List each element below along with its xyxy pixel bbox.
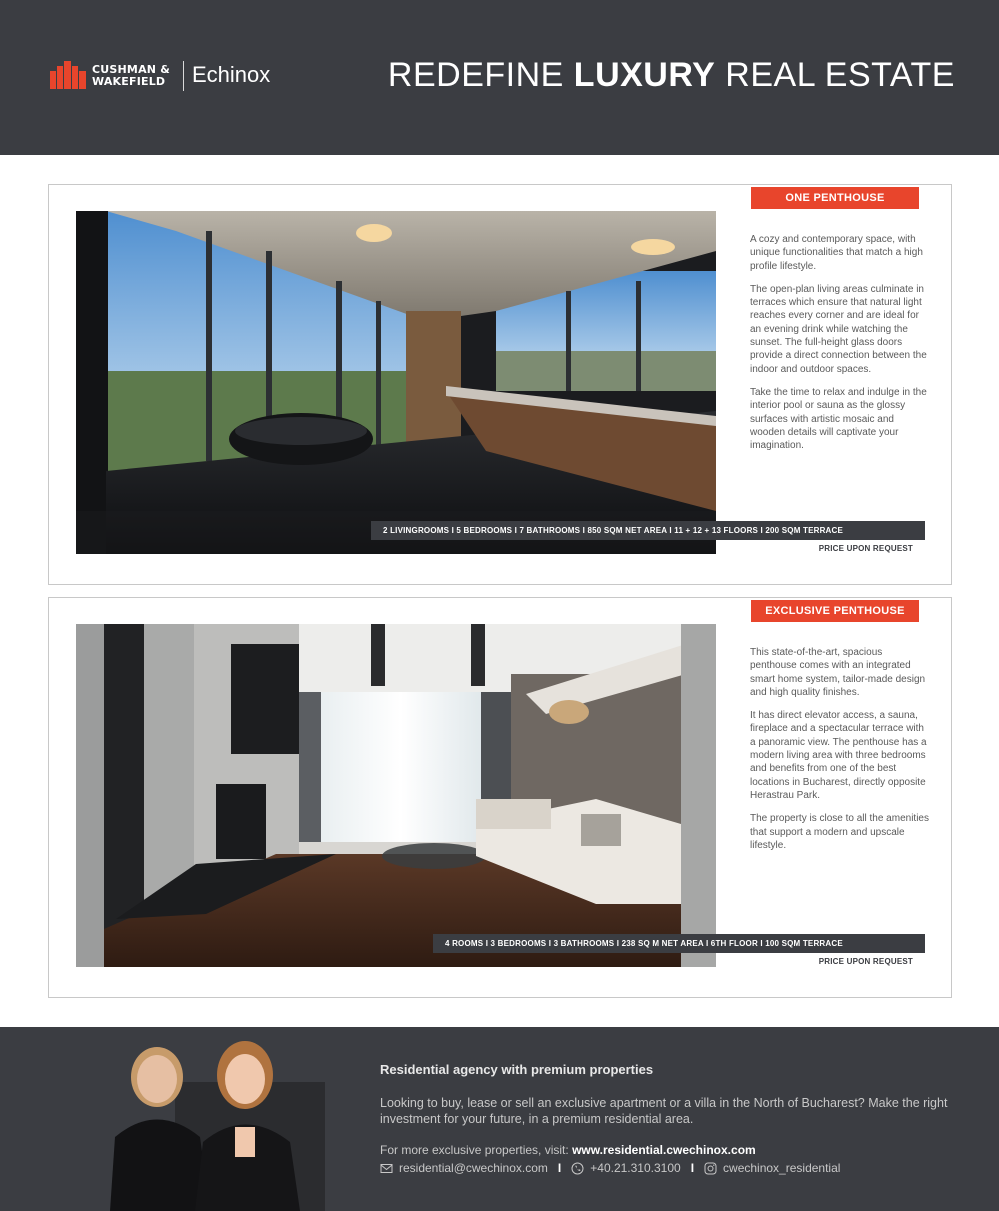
cushman-wakefield-logo-icon bbox=[50, 61, 86, 89]
instagram-icon bbox=[704, 1162, 717, 1175]
agents-photo bbox=[85, 1027, 355, 1211]
listing-tag: EXCLUSIVE PENTHOUSE bbox=[751, 600, 919, 622]
phone-icon bbox=[571, 1162, 584, 1175]
description-paragraph: The open-plan living areas culminate in terraces which ensure that natural light reaches every corner and are ideal for an evening drink while watching the sunset. The full-height glass doors provide a direct connection between the indoor and outdoor spaces. bbox=[750, 283, 927, 375]
description-paragraph: This state-of-the-art, spacious penthouse comes with an integrated smart home system, tailor-made design and high quality finishes. bbox=[750, 647, 926, 698]
listing-tag: ONE PENTHOUSE bbox=[751, 187, 919, 209]
email-link[interactable]: residential@cwechinox.com bbox=[399, 1161, 548, 1175]
phone-link[interactable]: +40.21.310.3100 bbox=[590, 1161, 681, 1175]
brand-name: CUSHMAN & WAKEFIELD bbox=[92, 63, 171, 88]
listing-price: PRICE UPON REQUEST bbox=[818, 544, 913, 553]
description-paragraph: The property is close to all the amenities that support a modern and upscale lifestyle. bbox=[750, 813, 929, 851]
listing-card-exclusive-penthouse bbox=[48, 597, 952, 998]
separator: I bbox=[690, 1161, 695, 1175]
footer bbox=[0, 1027, 999, 1211]
living-room-photo bbox=[76, 624, 716, 967]
page-headline: REDEFINE LUXURY REAL ESTATE bbox=[387, 56, 955, 94]
separator: I bbox=[557, 1161, 562, 1175]
footer-contacts bbox=[380, 1161, 840, 1175]
footer-text: Looking to buy, lease or sell an exclusive apartment or a villa in the North of Bucharest? Make the right investment for your future, in a premium residential area. bbox=[380, 1096, 948, 1126]
website-link[interactable]: www.residential.cwechinox.com bbox=[572, 1143, 756, 1157]
footer-title: Residential agency with premium properties bbox=[380, 1062, 654, 1077]
logo-divider bbox=[183, 61, 184, 91]
bathroom-photo bbox=[76, 211, 716, 554]
brand-partner: Echinox bbox=[192, 62, 271, 87]
listing-description bbox=[750, 233, 930, 462]
instagram-link[interactable]: cwechinox_residential bbox=[723, 1161, 841, 1175]
header bbox=[0, 0, 999, 155]
listing-price: PRICE UPON REQUEST bbox=[818, 957, 913, 966]
email-icon bbox=[380, 1162, 393, 1175]
listing-description bbox=[750, 646, 930, 862]
listing-card-one-penthouse bbox=[48, 184, 952, 585]
footer-visit: For more exclusive properties, visit: www.residential.cwechinox.com bbox=[380, 1143, 756, 1157]
listing-specs-bar: 2 LIVINGROOMS I 5 BEDROOMS I 7 BATHROOMS I 850 SQM NET AREA I 11 + 12 + 13 FLOORS I 200 SQM TERRACE bbox=[371, 521, 925, 540]
description-paragraph: It has direct elevator access, a sauna, fireplace and a spectacular terrace with a panoramic view. The penthouse has a modern living area with three bedrooms and benefits from one of the best locations in Bucharest, directly opposite Herastrau Park. bbox=[750, 710, 927, 801]
listing-specs-bar: 4 ROOMS I 3 BEDROOMS I 3 BATHROOMS I 238 SQ M NET AREA I 6TH FLOOR I 100 SQM TERRACE bbox=[433, 934, 925, 953]
description-paragraph: Take the time to relax and indulge in the interior pool or sauna as the glossy surfaces with artistic mosaic and wooden details will captivate your imagination. bbox=[750, 386, 927, 452]
description-paragraph: A cozy and contemporary space, with unique functionalities that match a high profile lifestyle. bbox=[750, 234, 923, 272]
